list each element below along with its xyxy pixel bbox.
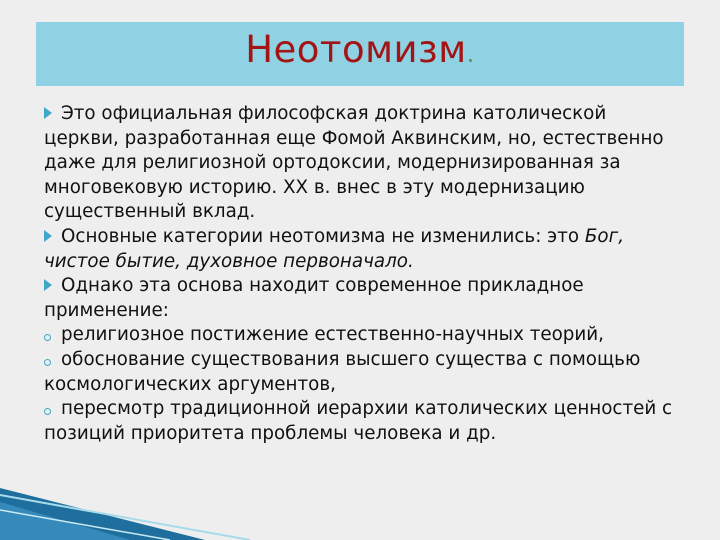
sub-item-1 (44, 323, 684, 348)
title-bar (36, 22, 684, 86)
paragraph-3 (44, 274, 684, 323)
sub-item-3 (44, 397, 684, 446)
paragraph-2 (44, 225, 684, 274)
paragraph-2-text: Основные категории неотомизма не изменились: это (61, 225, 585, 247)
arrow-bullet-icon (44, 230, 52, 242)
paragraph-3-text: Однако эта основа находит современное прикладное применение: (44, 275, 584, 321)
sub-item-3-text: пересмотр традиционной иерархии католических ценностей с позиций приоритета проблемы человека и др. (44, 398, 673, 444)
circle-bullet-icon (44, 408, 51, 415)
arrow-bullet-icon (44, 279, 52, 291)
sub-item-1-text: религиозное постижение естественно-научных теорий, (61, 324, 604, 346)
corner-decoration (0, 450, 720, 540)
paragraph-1 (44, 102, 684, 225)
title-text: Неотомизм (245, 28, 467, 71)
sub-item-2 (44, 348, 684, 397)
title-dot: . (466, 40, 475, 68)
paragraph-2-italic: Бог, чистое бытие, духовное первоначало. (44, 225, 625, 272)
slide-body (44, 102, 684, 446)
sub-item-2-text: обоснование существования высшего существа с помощью космологических аргументов, (44, 348, 641, 395)
paragraph-1-text: Это официальная философская доктрина католической церкви, разработанная еще Фомой Аквинским, но, естественно даже для религиозной ортодоксии, модернизированная за многовековую историю. XX в. внес в эту модернизацию существенный вклад. (44, 103, 664, 223)
circle-bullet-icon (44, 359, 51, 366)
arrow-bullet-icon (44, 107, 52, 119)
slide-title (36, 28, 684, 71)
circle-bullet-icon (44, 334, 51, 341)
